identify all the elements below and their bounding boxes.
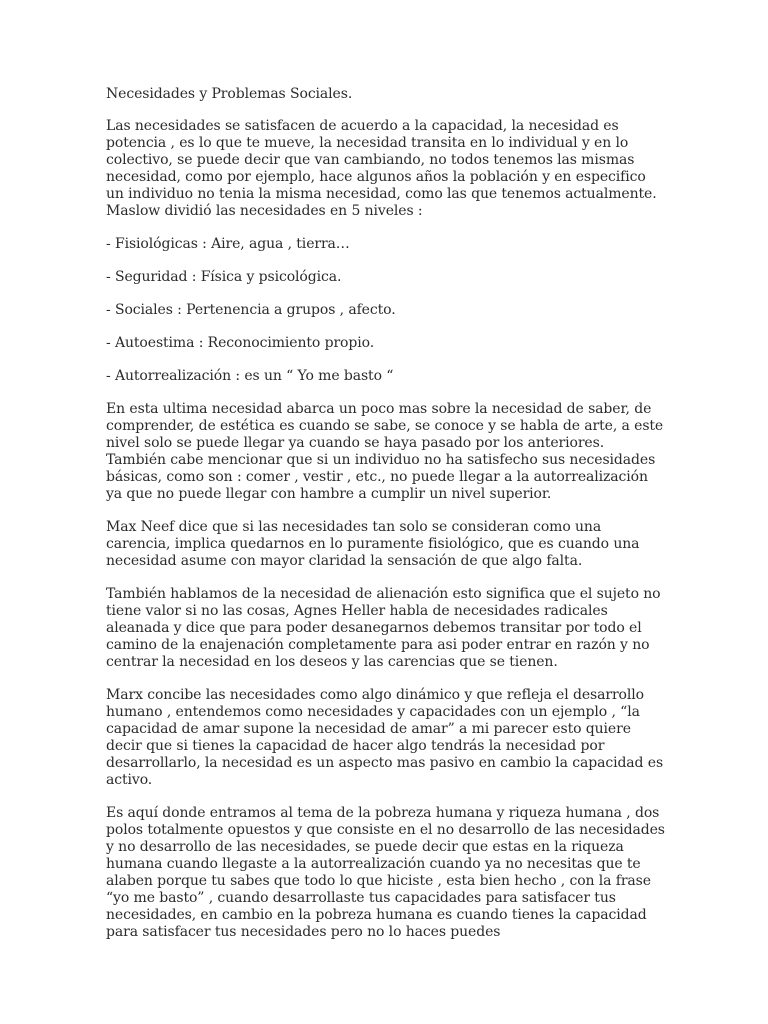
paragraph-marx: Marx concibe las necesidades como algo dinámico y que refleja el desarrollo humano , entendemos como necesidades y capacidades con un ejemplo , “la capacidad de amar supone la necesidad de amar” a mi parecer esto quiere decir que si tienes la capacidad de hacer algo tendrás la necesidad por desarrollarlo, la necesidad es un aspecto mas pasivo en cambio la capacidad es activo. <box>106 687 664 788</box>
level-self-esteem: - Autoestima : Reconocimiento propio. <box>106 335 375 351</box>
paragraph-max-neef: Max Neef dice que si las necesidades tan solo se consideran como una carencia, implica quedarnos en lo puramente fisiológico, que es cuando una necesidad asume con mayor claridad la sensación de que algo falta. <box>106 519 640 569</box>
paragraph-poverty-wealth: Es aquí donde entramos al tema de la pobreza humana y riqueza humana , dos polos totalmente opuestos y que consiste en el no desarrollo de las necesidades y no desarrollo de las necesidades, se puede decir que estas en la riqueza humana cuando llegaste a la autorrealización cuando ya no necesitas que te alaben porque tu sabes que todo lo que hiciste , esta bien hecho , con la frase “yo me basto” , cuando desarrollaste tus capacidades para satisfacer tus necesidades, en cambio en la pobreza humana es cuando tienes la capacidad para satisfacer tus necesidades pero no lo haces puedes <box>106 805 665 940</box>
document-body <box>106 86 666 957</box>
paragraph-self-actualization: En esta ultima necesidad abarca un poco mas sobre la necesidad de saber, de comprender, de estética es cuando se sabe, se conoce y se habla de arte, a este nivel solo se puede llegar ya cuando se haya pasado por los anteriores. También cabe mencionar que si un individuo no ha satisfecho sus necesidades básicas, como son : comer , vestir , etc., no puede llegar a la autorrealización ya que no puede llegar con hambre a cumplir un nivel superior. <box>106 401 664 502</box>
level-self-actualization: - Autorrealización : es un “ Yo me basto “ <box>106 368 394 384</box>
level-security: - Seguridad : Física y psicológica. <box>106 269 342 285</box>
paragraph-alienation: También hablamos de la necesidad de alienación esto significa que el sujeto no tiene valor si no las cosas, Agnes Heller habla de necesidades radicales aleanada y dice que para poder desanegarnos debemos transitar por todo el camino de la enajenación completamente para asi poder entrar en razón y no centrar la necesidad en los deseos y las carencias que se tienen. <box>106 586 661 670</box>
level-social: - Sociales : Pertenencia a grupos , afecto. <box>106 302 396 318</box>
document-title: Necesidades y Problemas Sociales. <box>106 86 353 102</box>
intro-paragraph: Las necesidades se satisfacen de acuerdo a la capacidad, la necesidad es potencia , es lo que te mueve, la necesidad transita en lo individual y en lo colectivo, se puede decir que van cambiando, no todos tenemos las mismas necesidad, como por ejemplo, hace algunos años la población y en especifico un individuo no tenia la misma necesidad, como las que tenemos actualmente. Maslow dividió las necesidades en 5 niveles : <box>106 118 657 219</box>
level-physiological: - Fisiológicas : Aire, agua , tierra… <box>106 236 350 252</box>
